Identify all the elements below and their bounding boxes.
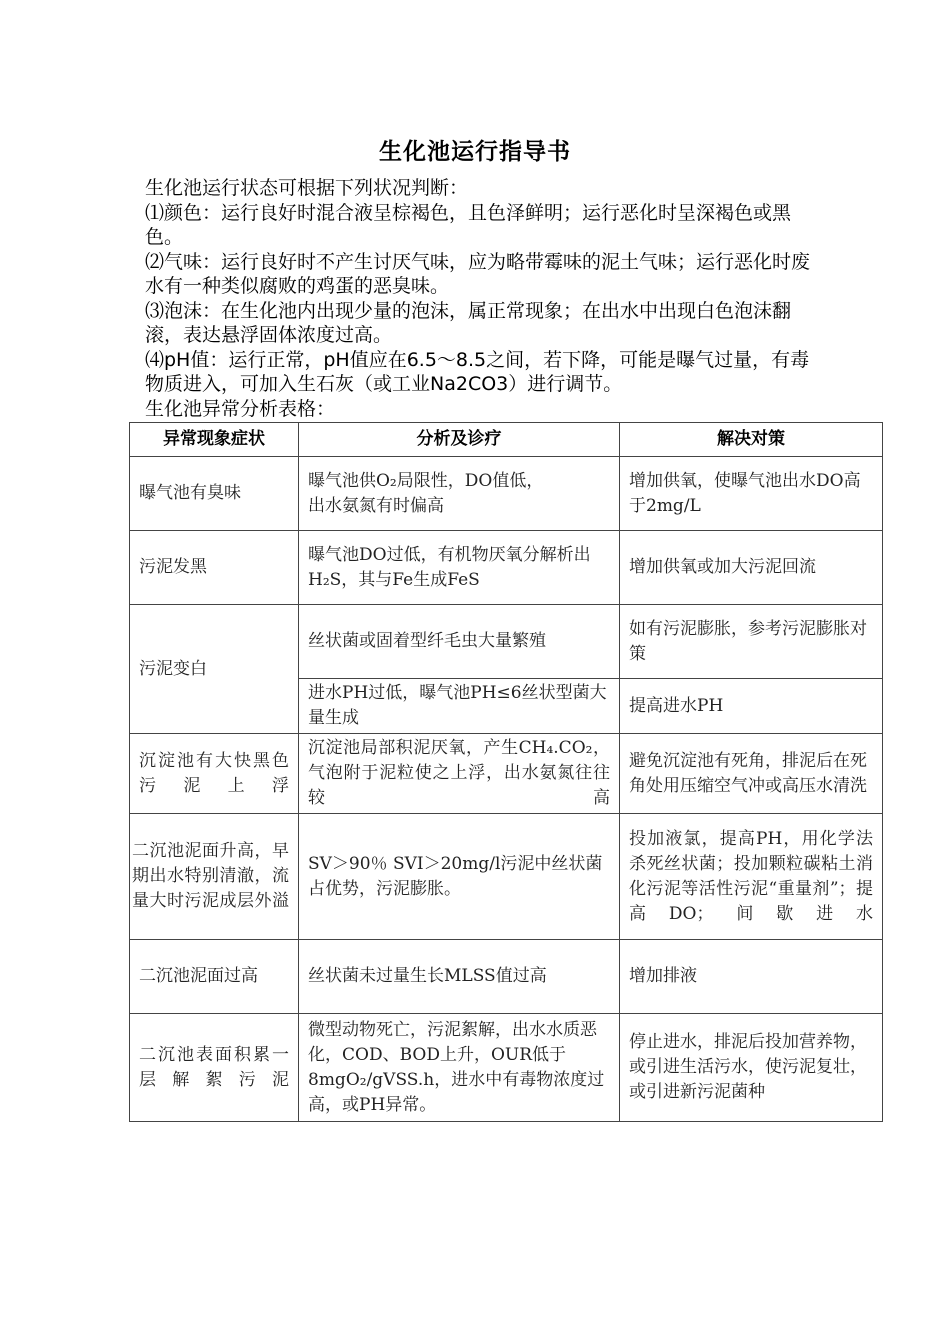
- symptom-cell: 二沉池泥面升高，早期出水特别清澈，流量大时污泥成层外溢: [130, 814, 299, 940]
- intro-foam: ⑶泡沫：在生化池内出现少量的泡沫，属正常现象；在出水中出现白色泡沫翻滚，表达悬浮固体浓度过高。: [145, 299, 792, 346]
- symptom-cell: 污泥变白: [130, 605, 299, 734]
- analysis-cell: 丝状菌未过量生长MLSS值过高: [299, 940, 620, 1014]
- solution-cell: 避免沉淀池有死角，排泥后在死角处用压缩空气冲或高压水清洗: [620, 734, 883, 814]
- table-row: [130, 1014, 883, 1122]
- header-analysis: 分析及诊疗: [299, 423, 620, 457]
- table-row: [130, 814, 883, 940]
- abnormal-analysis-table: [129, 422, 883, 1122]
- intro-section: [145, 176, 825, 421]
- analysis-cell: 曝气池供O₂局限性，DO值低， 出水氨氮有时偏高: [299, 457, 620, 531]
- analysis-cell: 沉淀池局部积泥厌氧，产生CH₄.CO₂，气泡附于泥粒使之上浮，出水氨氮往往较高: [299, 734, 620, 814]
- symptom-cell: 曝气池有臭味: [130, 457, 299, 531]
- analysis-cell: 丝状菌或固着型纤毛虫大量繁殖: [299, 605, 620, 679]
- analysis-cell: 曝气池DO过低，有机物厌氧分解析出H₂S，其与Fe生成FeS: [299, 531, 620, 605]
- symptom-cell: 污泥发黑: [130, 531, 299, 605]
- table-row: [130, 605, 883, 679]
- solution-cell: 增加供氧，使曝气池出水DO高于2mg/L: [620, 457, 883, 531]
- analysis-cell: SV＞90％ SVI＞20mg/l污泥中丝状菌占优势，污泥膨胀。: [299, 814, 620, 940]
- solution-cell: 提高进水PH: [620, 679, 883, 734]
- solution-cell: 增加排液: [620, 940, 883, 1014]
- table-row: [130, 940, 883, 1014]
- header-symptom: 异常现象症状: [130, 423, 299, 457]
- intro-ph: ⑷pH值：运行正常，pH值应在6.5～8.5之间，若下降，可能是曝气过量，有毒物质进入，可加入生石灰（或工业Na2CO3）进行调节。: [145, 348, 810, 395]
- table-row: [130, 457, 883, 531]
- table-row: [130, 734, 883, 814]
- solution-cell: 如有污泥膨胀，参考污泥膨胀对策: [620, 605, 883, 679]
- intro-color: ⑴颜色：运行良好时混合液呈棕褐色，且色泽鲜明；运行恶化时呈深褐色或黑色。: [145, 201, 792, 248]
- table-header-row: [130, 423, 883, 457]
- table-row: [130, 531, 883, 605]
- analysis-cell: 进水PH过低，曝气池PH≤6丝状型菌大量生成: [299, 679, 620, 734]
- header-solution: 解决对策: [620, 423, 883, 457]
- solution-cell: 停止进水，排泥后投加营养物，或引进生活污水，使污泥复壮，或引进新污泥菌种: [620, 1014, 883, 1122]
- solution-cell: 增加供氧或加大污泥回流: [620, 531, 883, 605]
- symptom-cell: 二沉池泥面过高: [130, 940, 299, 1014]
- symptom-cell: 二沉池表面积累一层解絮污泥: [130, 1014, 299, 1122]
- document-title: 生化池运行指导书: [379, 139, 571, 165]
- table-caption: 生化池异常分析表格：: [145, 397, 336, 420]
- symptom-cell: 沉淀池有大快黑色污泥上浮: [130, 734, 299, 814]
- analysis-cell: 微型动物死亡，污泥絮解，出水水质恶化，COD、BOD上升，OUR低于8mgO₂/gVSS.h，进水中有毒物浓度过高，或PH异常。: [299, 1014, 620, 1122]
- intro-lead: 生化池运行状态可根据下列状况判断：: [145, 177, 469, 199]
- intro-smell: ⑵气味：运行良好时不产生讨厌气味，应为略带霉味的泥土气味；运行恶化时废水有一种类似腐败的鸡蛋的恶臭味。: [145, 250, 811, 297]
- solution-cell: 投加液氯，提高PH，用化学法杀死丝状菌；投加颗粒碳粘土消化污泥等活性污泥“重量剂”；提高DO；间歇进水: [620, 814, 883, 940]
